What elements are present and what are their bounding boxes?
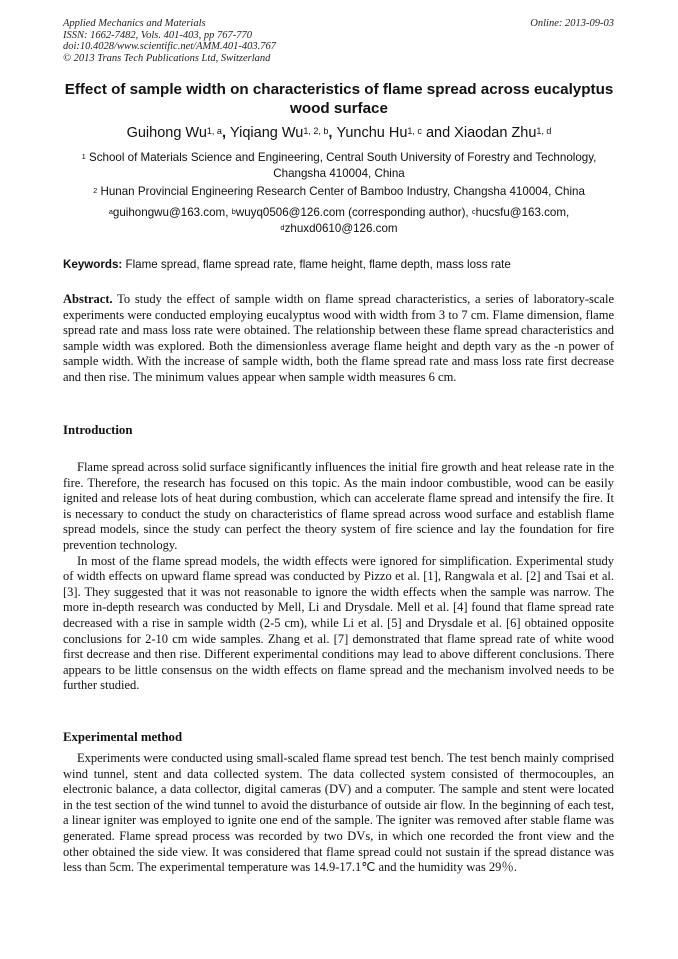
- affiliation-1: [63, 150, 615, 182]
- email-sup: b: [231, 207, 236, 216]
- author-name: Yiqiang Wu: [230, 125, 304, 141]
- experimental-body: [63, 751, 614, 876]
- issn-line: ISSN: 1662-7482, Vols. 401-403, pp 767-770: [63, 29, 252, 41]
- author-sup: 1, c: [407, 126, 422, 136]
- experimental-heading: Experimental method: [63, 730, 183, 744]
- author-name: Guihong Wu: [126, 125, 207, 141]
- introduction-heading: Introduction: [63, 423, 133, 437]
- email-text: wuyq0506@126.com (corresponding author),: [235, 206, 472, 219]
- email-text: zhuxd0610@126.com: [284, 222, 398, 235]
- author-name: Yunchu Hu: [336, 125, 408, 141]
- affiliation-sup: 2: [93, 186, 98, 195]
- keywords: [63, 257, 615, 272]
- keywords-text: Flame spread, flame spread rate, flame height, flame depth, mass loss rate: [122, 258, 511, 271]
- paragraph: In most of the flame spread models, the width effects were ignored for simplification. Experimental study of width effects on upward flame spread was conducted by Pizzo et al. [1], Rangwala et al. [2] and Tsai et al. [3]. They suggested that it was not reasonable to ignore the width effects when the sample was narrow. The more in-depth research was conducted by Mell, Li and Drysdale. Mell et al. [4] found that flame spread rate decreased with a rise in sample width (2-5 cm), while Li et al. [5] and Drysdale et al. [6] obtained opposite conclusions for 2-10 cm wide samples. Zhang et al. [7] demonstrated that flame spread rate of white wood first decrease and then rise. Different experimental conditions may lead to above different conclusions. There appears to be little consensus on the width effects on flame spread and the mechanism involved needs to be further studied.: [63, 553, 614, 693]
- introduction-body: [63, 460, 614, 694]
- doi-line: doi:10.4028/www.scientific.net/AMM.401-403.767: [63, 41, 276, 52]
- email-sup: c: [471, 207, 476, 216]
- keywords-label: Keywords:: [63, 258, 123, 271]
- author-sep: and: [421, 125, 455, 141]
- abstract-text: To study the effect of sample width on flame spread characteristics, a series of laboratory-scale experiments were conducted employing eucalyptus wood with width from 3 to 7 cm. Flame dimension, flame spread rate and mass loss rate were obtained. The relationship between these flame spread characteristics and sample width was explored. Both the dimensionless average flame height and depth vary as the -n power of sample width. With the increase of sample width, both the flame spread rate and mass loss rate first decrease and then rise. The minimum values appear when sample width measures 6 cm.: [63, 292, 614, 384]
- email-sup: d: [280, 223, 285, 232]
- paragraph: Experiments were conducted using small-scaled flame spread test bench. The test bench mainly comprised wind tunnel, stent and data collected system. The data collected system consisted of thermocouples, an electronic balance, a data collector, digital cameras (DV) and a computer. The sample and stent were located in the test section of the wind tunnel to avoid the disturbance of outside air flow. In the beginning of each test, a linear igniter was employed to ignite one end of the sample. The igniter was removed after stable flame was generated. Flame spread process was recorded by two DVs, in which one recorded the front view and the other obtained the side view. It was considered that flame spread could not sustain if the spread distance was less than 5cm. The experimental temperature was 14.9-17.1℃ and the humidity was 29％.: [63, 751, 614, 875]
- journal-name: Applied Mechanics and Materials: [63, 18, 206, 29]
- affiliation-text: School of Materials Science and Engineering, Central South University of Forestry and Technology, Changsha 410004, China: [89, 151, 597, 180]
- paper-title: Effect of sample width on characteristics of flame spread across eucalyptus wood surface: [64, 81, 614, 117]
- author-sup: 1, d: [536, 126, 552, 136]
- copyright-line: © 2013 Trans Tech Publications Ltd, Switzerland: [63, 52, 271, 64]
- author-sup: 1, a: [206, 126, 222, 136]
- affiliation-sup: 1: [81, 152, 86, 161]
- online-date: Online: 2013-09-03: [530, 18, 614, 29]
- affiliation-text: Hunan Provincial Engineering Research Center of Bamboo Industry, Changsha 410004, China: [100, 185, 585, 198]
- abstract-label: Abstract.: [63, 292, 113, 306]
- author-sup: 1, 2, b: [303, 126, 329, 136]
- author-sep: ,: [221, 125, 230, 141]
- email-text: guihongwu@163.com,: [112, 206, 232, 219]
- email-text: hucsfu@163.com,: [475, 206, 570, 219]
- affiliation-2: [63, 184, 615, 200]
- author-sep: ,: [328, 125, 337, 141]
- author-list: [63, 124, 615, 142]
- author-name: Xiaodan Zhu: [454, 125, 537, 141]
- email-sup: a: [108, 207, 113, 216]
- abstract: [63, 292, 614, 386]
- paragraph: Flame spread across solid surface significantly influences the initial fire growth and heat release rate in the fire. Therefore, the research has focused on this topic. As the main indoor combustible, wood can be easily ignited and release lots of heat during combustion, which can accelerate flame spread and intensify the fire. It is necessary to conduct the study on characteristics of flame spread across wood surface and establish flame spread models, since the study can perfect the theory system of fire science and lay the foundation for fire prevention technology.: [63, 460, 614, 552]
- email-list: [63, 205, 615, 237]
